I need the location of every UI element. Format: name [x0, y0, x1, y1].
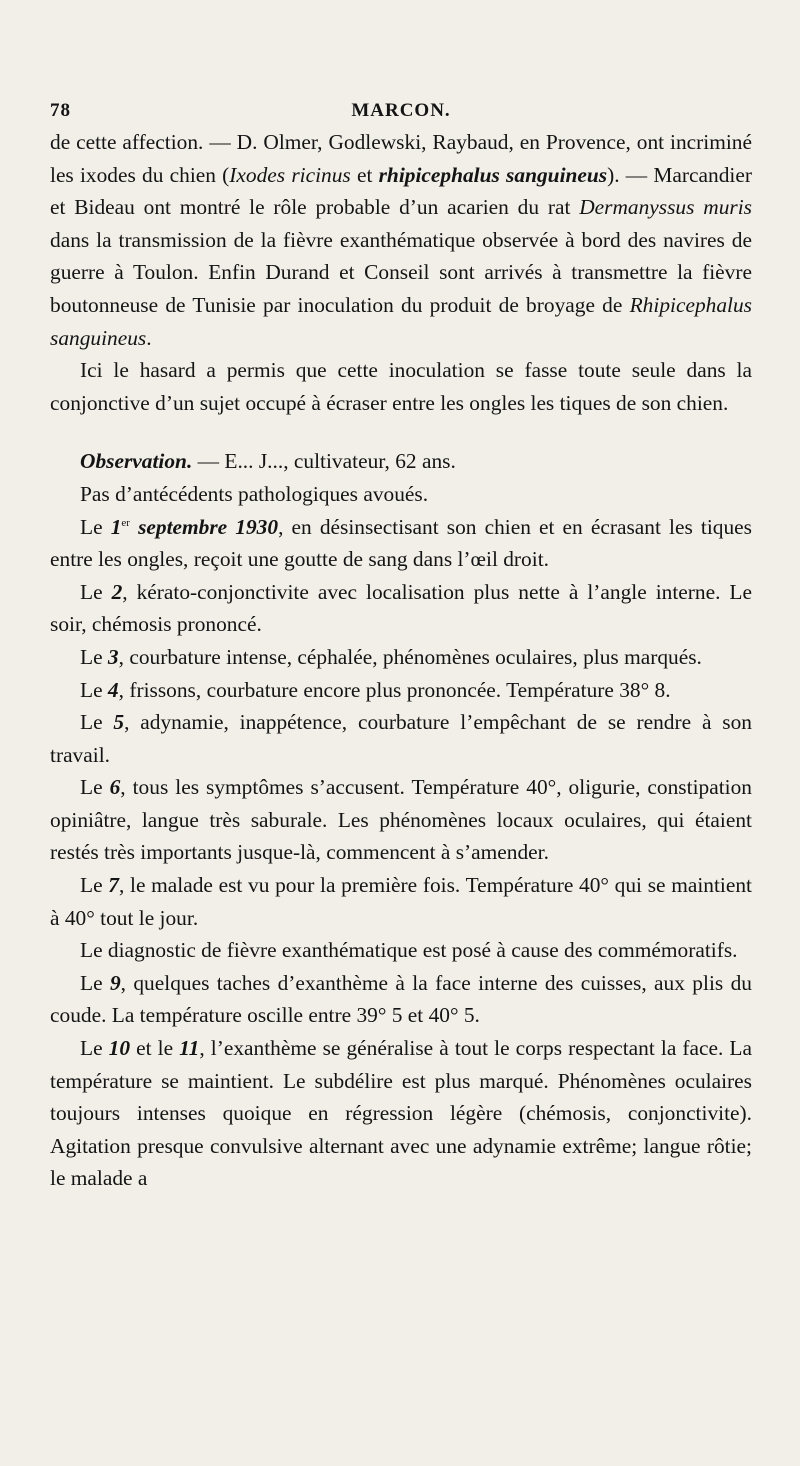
text-segment: ). — Marcandier et Bideau ont montré le rôle probable d’un acarien du rat [50, 162, 752, 220]
text-segment: de cette affection. — D. Olmer, Godlewski, Raybaud, en Provence, ont incriminé les ixodes du chien ( [50, 130, 752, 187]
text-segment: Le [80, 873, 109, 898]
paragraph [50, 576, 752, 641]
body-text [50, 126, 752, 1195]
paragraph [50, 674, 752, 707]
paragraph [50, 934, 752, 967]
paragraph [50, 511, 752, 576]
text-segment: 6 [109, 775, 121, 800]
text-segment: , tous les symptômes s’accusent. Température 40°, oligurie, constipation opiniâtre, langue très saburale. Les phénomènes locaux oculaires, qui étaient restés très importants jusque-là, commencent à s’amender. [50, 775, 752, 865]
text-segment: Le [80, 970, 110, 995]
paragraph [50, 771, 752, 869]
text-segment: Le diagnostic de fièvre exanthématique est posé à cause des commémoratifs. [80, 938, 738, 963]
text-segment: , kérato-conjonctivite avec localisation plus nette à l’angle interne. Le soir, chémosis prononcé. [50, 579, 752, 637]
text-segment [130, 515, 138, 539]
text-segment: rhipicephalus sanguineus [378, 162, 608, 187]
text-segment: Pas d’antécédents pathologiques avoués. [80, 481, 429, 506]
text-segment: Observation. [80, 449, 193, 474]
text-segment: 4 [107, 677, 119, 702]
text-segment: 5 [113, 710, 125, 735]
text-segment: , frissons, courbature encore plus prononcée. Température 38° 8. [118, 677, 671, 702]
text-segment: — E... J..., cultivateur, 62 ans. [192, 449, 456, 474]
paragraph [50, 1032, 752, 1195]
page-header [50, 92, 752, 126]
text-segment: 11 [179, 1036, 200, 1061]
text-segment: Le [80, 579, 112, 604]
running-head: MARCON. [351, 100, 451, 121]
paragraph [50, 354, 752, 419]
text-segment: Le [80, 775, 110, 800]
paragraph [50, 967, 752, 1032]
text-segment: , courbature intense, céphalée, phénomènes oculaires, plus marqués. [118, 644, 702, 669]
text-segment: dans la transmission de la fièvre exanthématique observée à bord des navires de guerre à Toulon. Enfin Durand et Conseil sont arrivés à transmettre la fièvre boutonneuse de Tunisie par inoculation du produit de broyage de [50, 227, 752, 317]
text-segment: , le malade est vu pour la première fois. Température 40° qui se maintient à 40° tout le jour. [50, 873, 752, 930]
text-segment: Dermanyssus muris [579, 195, 752, 220]
text-segment: 2 [111, 579, 123, 604]
text-segment: et [350, 162, 379, 187]
text-segment: Le [80, 1036, 109, 1061]
text-segment: , l’exanthème se généralise à tout le corps respectant la face. La température se maintient. Le subdélire est plus marqué. Phénomènes oculaires toujours intenses quoique en régression légère (chémosis, conjonctivite). Agitation presque convulsive alternant avec une adynamie extrême; langue rôtie; le malade a [50, 1036, 752, 1191]
paragraph-spacer [50, 419, 752, 445]
text-segment: Le [80, 514, 111, 539]
text-segment: Le [80, 677, 108, 702]
text-segment: et le [130, 1036, 180, 1061]
text-segment: 9 [109, 970, 121, 995]
text-segment: Le [80, 644, 108, 669]
paragraph [50, 126, 752, 354]
paragraph [50, 445, 752, 478]
text-segment: , adynamie, inappétence, courbature l’empêchant de se rendre à son travail. [50, 710, 752, 767]
text-segment: , quelques taches d’exanthème à la face interne des cuisses, aux plis du coude. La température oscille entre 39° 5 et 40° 5. [50, 970, 752, 1028]
paragraph [50, 869, 752, 934]
text-segment: , en désinsectisant son chien et en écrasant les tiques entre les ongles, reçoit une goutte de sang dans l’œil droit. [50, 514, 752, 572]
text-segment: Le [80, 710, 114, 735]
text-segment: Ixodes ricinus [229, 162, 351, 187]
text-segment: er [121, 516, 130, 529]
paragraph [50, 706, 752, 771]
page-number: 78 [50, 100, 71, 121]
paragraph [50, 641, 752, 674]
text-segment: . [146, 325, 152, 350]
text-segment: Rhipicephalus sanguineus [50, 292, 752, 350]
text-segment: 3 [107, 644, 119, 669]
text-segment: septembre 1930 [138, 514, 279, 539]
text-segment: 1 [110, 514, 122, 539]
text-segment: 7 [108, 873, 119, 898]
text-segment: Ici le hasard a permis que cette inoculation se fasse toute seule dans la conjonctive d’un sujet occupé à écraser entre les ongles les tiques de son chien. [50, 358, 752, 415]
paragraph [50, 478, 752, 511]
text-segment: 10 [108, 1036, 131, 1061]
